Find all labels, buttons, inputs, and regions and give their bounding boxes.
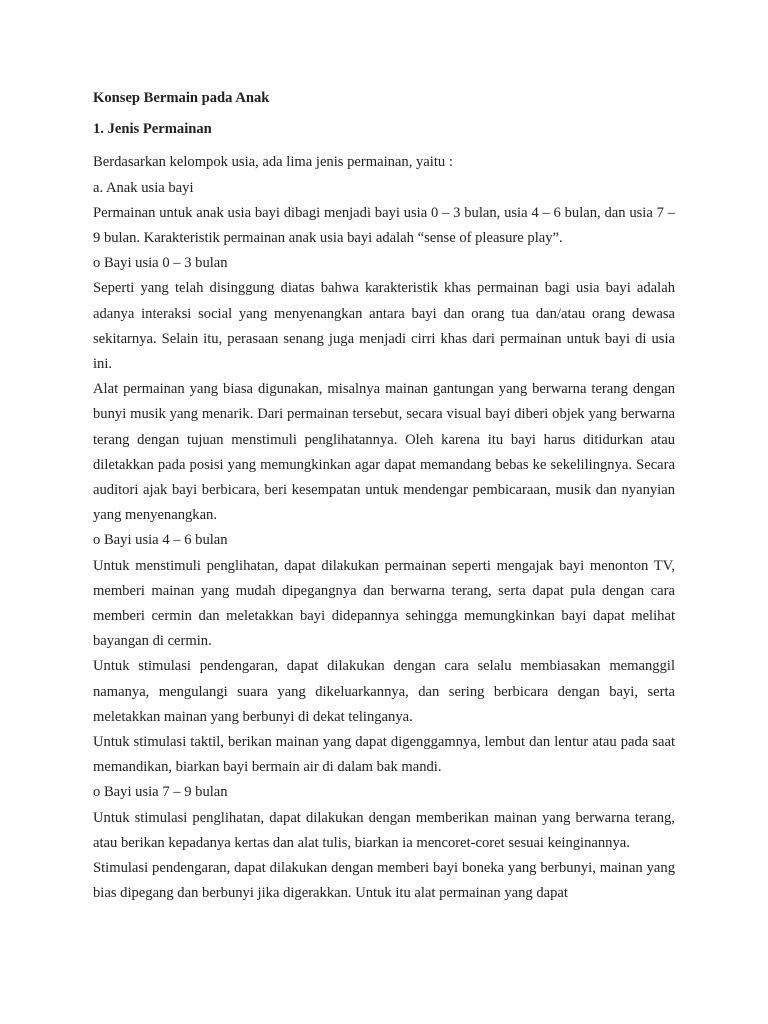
paragraph-bayi-7-9-a: Untuk stimulasi penglihatan, dapat dilakukan dengan memberikan mainan yang berwarna terang, atau berikan kepadanya kertas dan alat tulis, biarkan ia mencoret-coret sesuai keinginannya. — [93, 809, 675, 851]
subheading-anak-usia-bayi: a. Anak usia bayi — [93, 179, 194, 196]
section-heading: 1. Jenis Permainan — [93, 121, 212, 138]
list-item-bayi-0-3: o Bayi usia 0 – 3 bulan — [93, 255, 228, 272]
paragraph-bayi-0-3-b: Alat permainan yang biasa digunakan, misalnya mainan gantungan yang berwarna terang dengan bunyi musik yang menarik. Dari permainan tersebut, secara visual bayi diberi objek yang berwarna terang dengan tujuan menstimuli penglihatannya. Oleh karena itu bayi harus ditidurkan atau diletakkan pada posisi yang memungkinkan agar dapat memandang bebas ke sekelilingnya. Secara auditori ajak bayi berbicara, beri kesempatan untuk mendengar pembicaraan, musik dan nyanyian yang menyenangkan. — [93, 381, 675, 524]
paragraph-bayi-7-9-b: Stimulasi pendengaran, dapat dilakukan dengan memberi bayi boneka yang berbunyi, mainan yang bias dipegang dan berbunyi jika digerakkan. Untuk itu alat permainan yang dapat — [93, 860, 675, 902]
document-title: Konsep Bermain pada Anak — [93, 90, 270, 106]
list-item-bayi-7-9: o Bayi usia 7 – 9 bulan — [93, 784, 228, 801]
paragraph-bayi-0-3-a: Seperti yang telah disinggung diatas bahwa karakteristik khas permainan bagi usia bayi adalah adanya interaksi social yang menyenangkan antara bayi dan orang tua dan/atau orang dewasa sekitarnya. Selain itu, perasaan senang juga menjadi cirri khas dari permainan untuk bayi di usia ini. — [93, 280, 675, 373]
paragraph-bayi-4-6-a: Untuk menstimuli penglihatan, dapat dilakukan permainan seperti mengajak bayi menonton TV, memberi mainan yang mudah dipegangnya dan berwarna terang, serta dapat pula dengan cara memberi cermin dan meletakkan bayi didepannya sehingga memungkinkan bayi dapat melihat bayangan di cermin. — [93, 557, 675, 650]
list-item-bayi-4-6: o Bayi usia 4 – 6 bulan — [93, 532, 228, 549]
paragraph-bayi-4-6-c: Untuk stimulasi taktil, berikan mainan yang dapat digenggamnya, lembut dan lentur atau pada saat memandikan, biarkan bayi bermain air di dalam bak mandi. — [93, 734, 675, 776]
paragraph-bayi-overview: Permainan untuk anak usia bayi dibagi menjadi bayi usia 0 – 3 bulan, usia 4 – 6 bulan, dan usia 7 – 9 bulan. Karakteristik permainan anak usia bayi adalah “sense of pleasure play”. — [93, 204, 675, 247]
paragraph-bayi-4-6-b: Untuk stimulasi pendengaran, dapat dilakukan dengan cara selalu membiasakan memanggil namanya, mengulangi suara yang dikeluarkannya, dan sering berbicara dengan bayi, serta meletakkan mainan yang berbunyi di dekat telinganya. — [93, 658, 675, 725]
paragraph-intro: Berdasarkan kelompok usia, ada lima jenis permainan, yaitu : — [93, 154, 453, 171]
document-body — [93, 86, 675, 907]
